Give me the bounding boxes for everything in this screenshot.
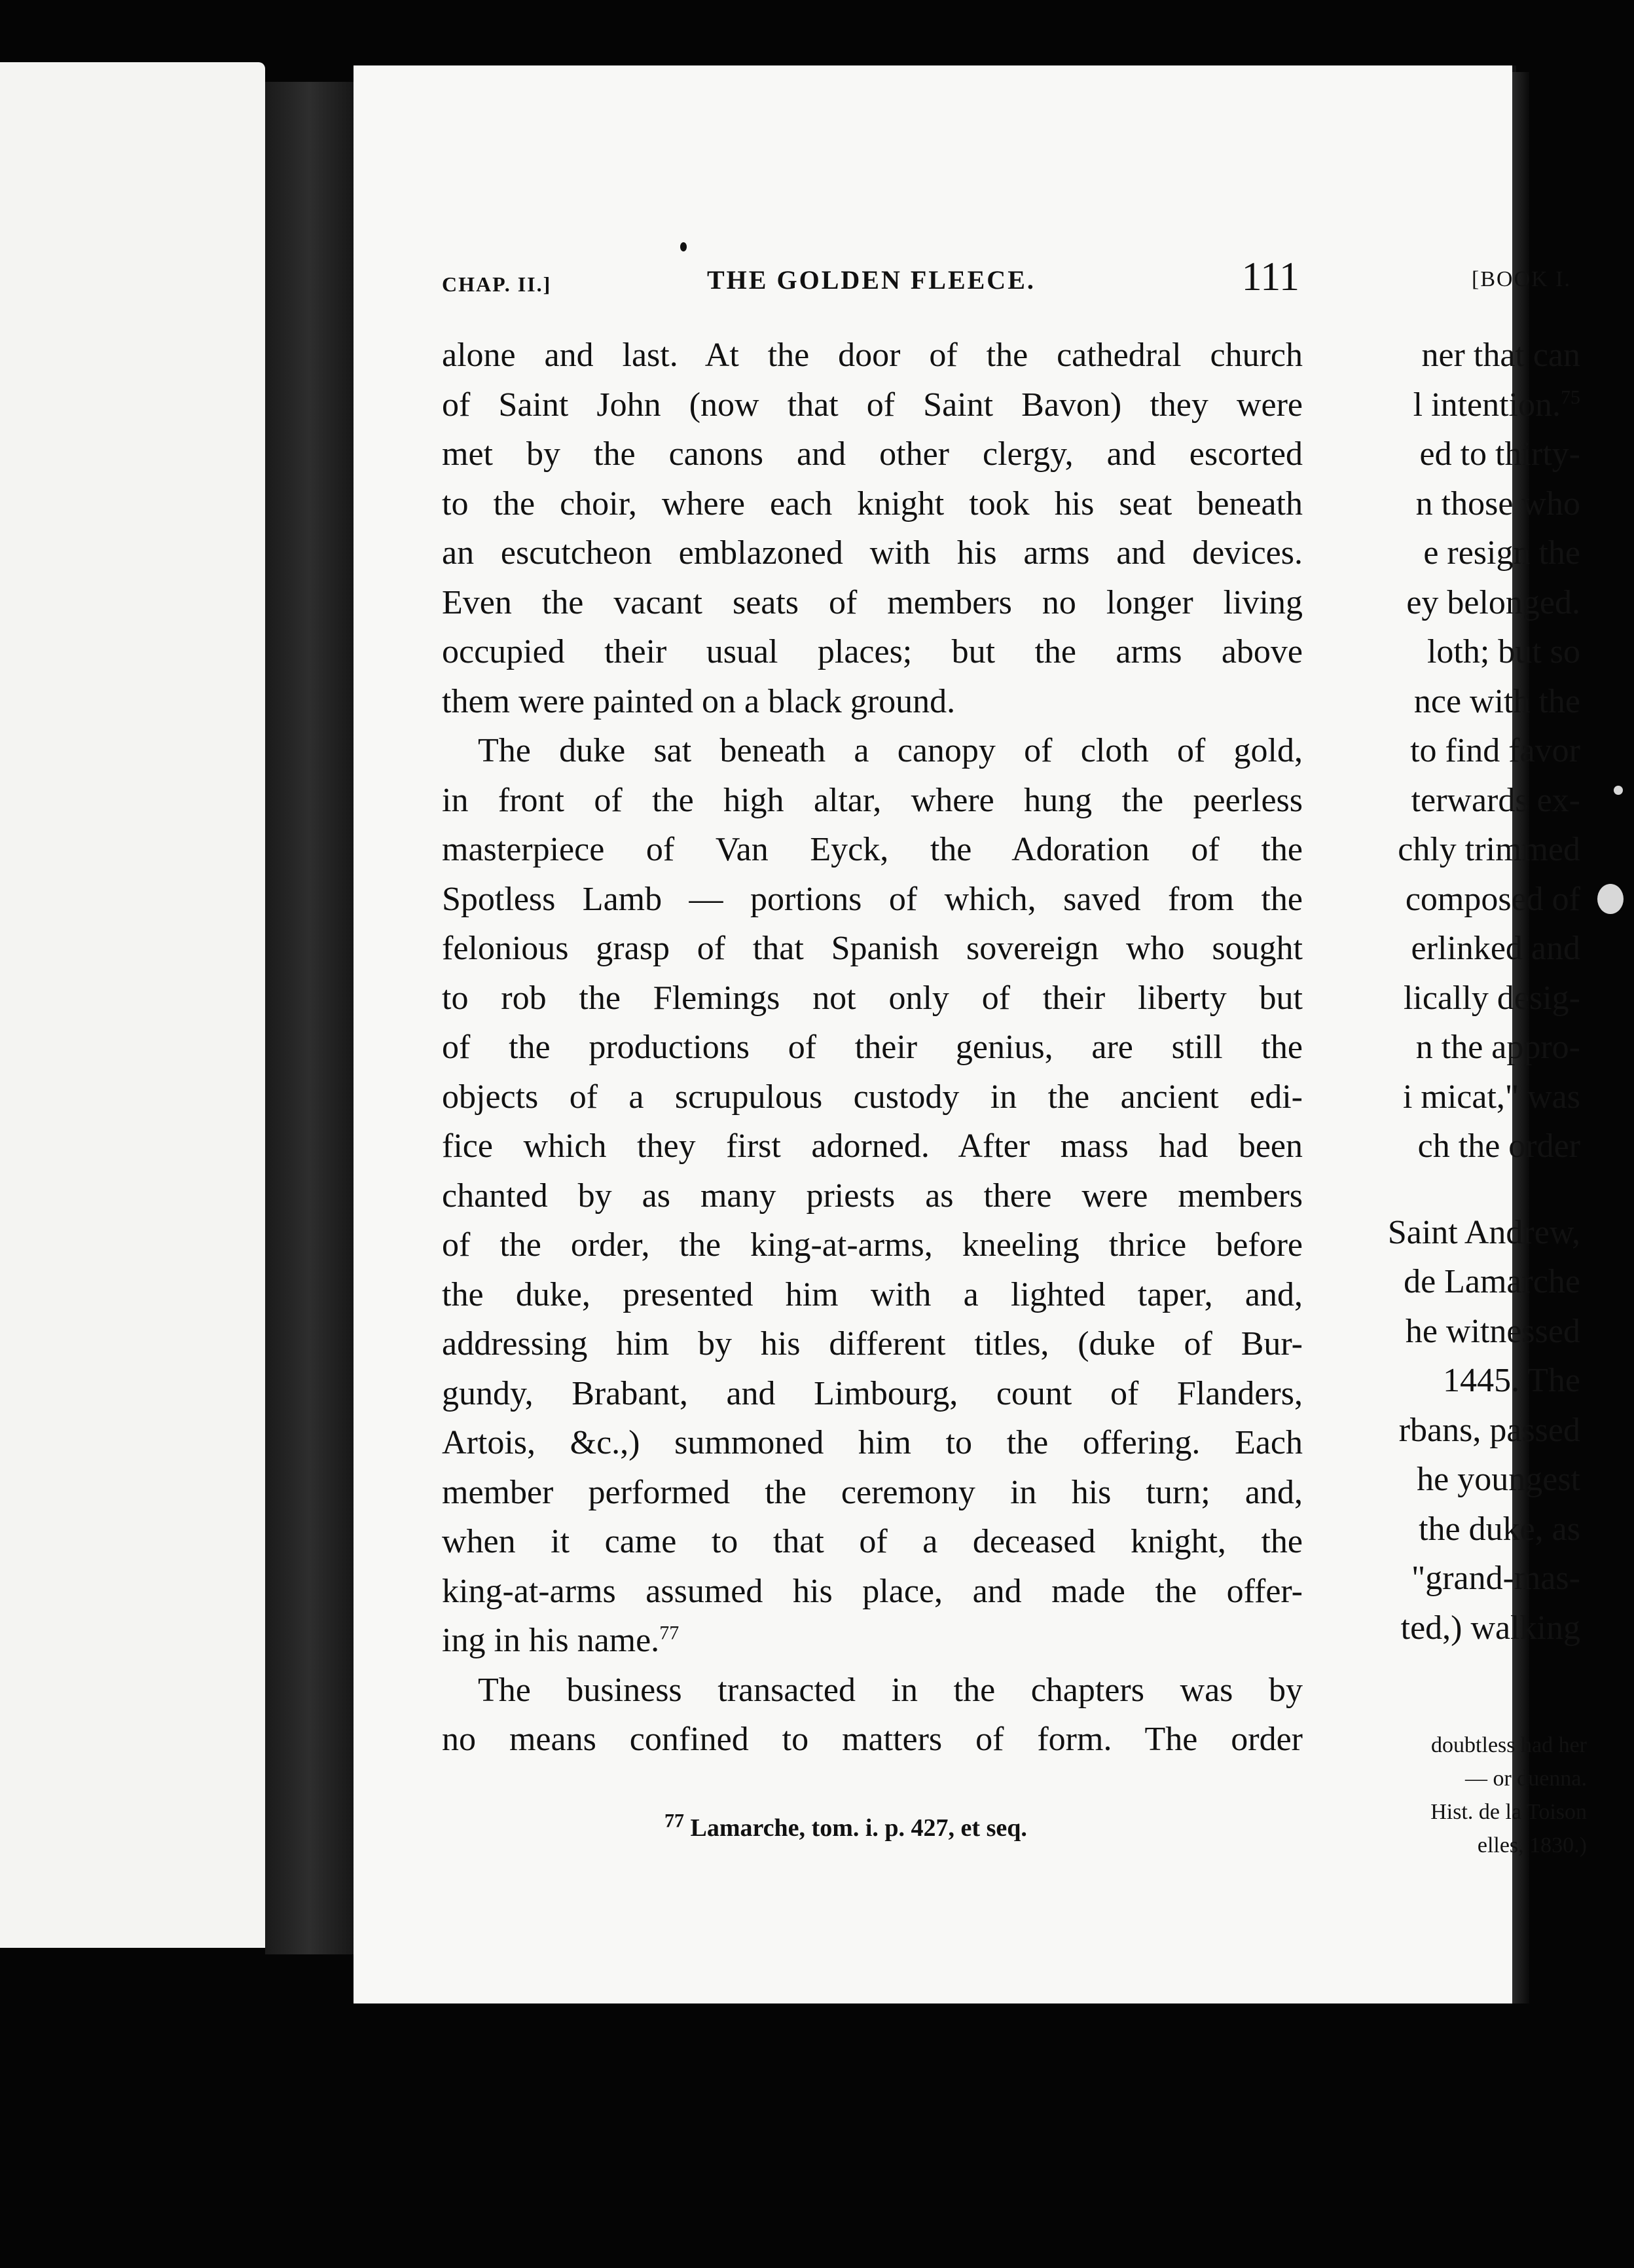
- chapter-label: CHAP. II.]: [442, 272, 552, 296]
- left-line: to find favor: [1410, 732, 1580, 769]
- left-line: "grand-mas-: [1411, 1560, 1580, 1597]
- text-line: The business transacted in the chapters was by: [478, 1671, 1303, 1709]
- footnote-text: Lamarche, tom. i. p. 427, et seq.: [690, 1814, 1027, 1842]
- left-running-head: [BOOK I.: [1472, 267, 1571, 291]
- left-line: lically desig-: [1403, 979, 1580, 1017]
- paper-speck: [1614, 786, 1623, 795]
- left-line: rbans, passed: [1398, 1411, 1580, 1449]
- body-text: [442, 331, 1303, 1765]
- paper-speck: [1597, 884, 1624, 914]
- footnote: [664, 1810, 1027, 1842]
- text-line: member performed the ceremony in his turn; and,: [442, 1473, 1303, 1511]
- text-line: Even the vacant seats of members no longer living: [442, 583, 1303, 621]
- left-line: composed of: [1405, 880, 1580, 918]
- text-line: to the choir, where each knight took his seat beneath: [442, 485, 1303, 522]
- left-line: i micat," was: [1402, 1078, 1580, 1116]
- left-line: he witnessed: [1405, 1312, 1580, 1350]
- paragraph-gap: [1388, 1171, 1580, 1208]
- left-line: loth; but so: [1426, 633, 1580, 670]
- left-page: [0, 62, 265, 1948]
- footnote-ref: 77: [659, 1622, 680, 1644]
- text-line: chanted by as many priests as there were members: [442, 1177, 1303, 1215]
- text-line: felonious grasp of that Spanish sovereign who sought: [442, 930, 1303, 967]
- text-line: gundy, Brabant, and Limbourg, count of Flanders,: [442, 1374, 1303, 1412]
- text-line: an escutcheon emblazoned with his arms and devices.: [442, 534, 1303, 572]
- text-line: of the productions of their genius, are still the: [442, 1029, 1303, 1066]
- left-line: e resign the: [1423, 534, 1580, 572]
- left-note-line: — or duenna.: [1464, 1766, 1587, 1791]
- text-line: met by the canons and other clergy, and escorted: [442, 435, 1303, 473]
- text-line: occupied their usual places; but the arms above: [442, 633, 1303, 670]
- left-line: ner that can: [1421, 337, 1580, 374]
- text-line: ing in his name.$^{77}$: [442, 1622, 680, 1659]
- left-footnotes: [1430, 1728, 1587, 1862]
- note-ref: 75: [1561, 386, 1580, 409]
- text-line: the duke, presented him with a lighted taper, and,: [442, 1275, 1303, 1313]
- left-line: the duke, as: [1419, 1510, 1580, 1548]
- left-line: erlinked and: [1411, 930, 1580, 967]
- left-line: l intention.$^{75}$: [1413, 386, 1580, 424]
- left-note-line: doubtless had her: [1431, 1733, 1587, 1757]
- text-line: masterpiece of Van Eyck, the Adoration of the: [442, 831, 1303, 868]
- text-line: no means confined to matters of form. The order: [442, 1721, 1303, 1758]
- text-line: Artois, &c.,) summoned him to the offering. Each: [442, 1424, 1303, 1461]
- text-line: fice which they first adorned. After mass had been: [442, 1127, 1303, 1165]
- left-line: n those who: [1415, 485, 1580, 522]
- left-line: ey belonged.: [1406, 583, 1580, 621]
- left-line: chly trimmed: [1398, 831, 1580, 868]
- text-line: The duke sat beneath a canopy of cloth of gold,: [478, 732, 1303, 769]
- text-line: objects of a scrupulous custody in the ancient edi-: [442, 1078, 1303, 1116]
- ink-dot: [680, 242, 687, 251]
- text-line: them were painted on a black ground.: [442, 682, 956, 720]
- running-title: THE GOLDEN FLEECE.: [707, 265, 1036, 295]
- left-line: de Lamarche: [1404, 1263, 1580, 1300]
- text-line: king-at-arms assumed his place, and made the offer-: [442, 1572, 1303, 1610]
- text-line: to rob the Flemings not only of their liberty but: [442, 979, 1303, 1017]
- text-line: when it came to that of a deceased knight, the: [442, 1523, 1303, 1560]
- left-line: ted,) walking: [1400, 1609, 1580, 1647]
- left-line: he youngest: [1417, 1461, 1580, 1498]
- left-line: ch the order: [1417, 1127, 1580, 1165]
- footnote-marker: 77: [664, 1810, 684, 1832]
- page-number: 111: [1241, 255, 1299, 299]
- left-line: Saint Andrew,: [1387, 1213, 1580, 1251]
- left-line: ed to thirty-: [1419, 435, 1580, 473]
- text-line: of Saint John (now that of Saint Bavon) they were: [442, 386, 1303, 424]
- left-note-line: elles, 1830.): [1477, 1833, 1587, 1857]
- left-page-text: [1388, 331, 1580, 1653]
- text-line: in front of the high altar, where hung the peerless: [442, 781, 1303, 819]
- left-line: 1445. The: [1443, 1362, 1580, 1399]
- left-note-line: Hist. de la Toison: [1430, 1800, 1587, 1824]
- text-line: Spotless Lamb — portions of which, saved from the: [442, 880, 1303, 918]
- text-line: of the order, the king-at-arms, kneeling thrice before: [442, 1226, 1303, 1264]
- left-line: nce with the: [1413, 682, 1580, 720]
- left-line: terwards ex-: [1411, 781, 1580, 819]
- book-gutter: [265, 82, 363, 1954]
- running-header: [442, 254, 1299, 306]
- text-line: alone and last. At the door of the cathedral church: [442, 337, 1303, 374]
- left-line: n the appro-: [1415, 1029, 1580, 1066]
- text-line: addressing him by his different titles, (duke of Bur-: [442, 1325, 1303, 1363]
